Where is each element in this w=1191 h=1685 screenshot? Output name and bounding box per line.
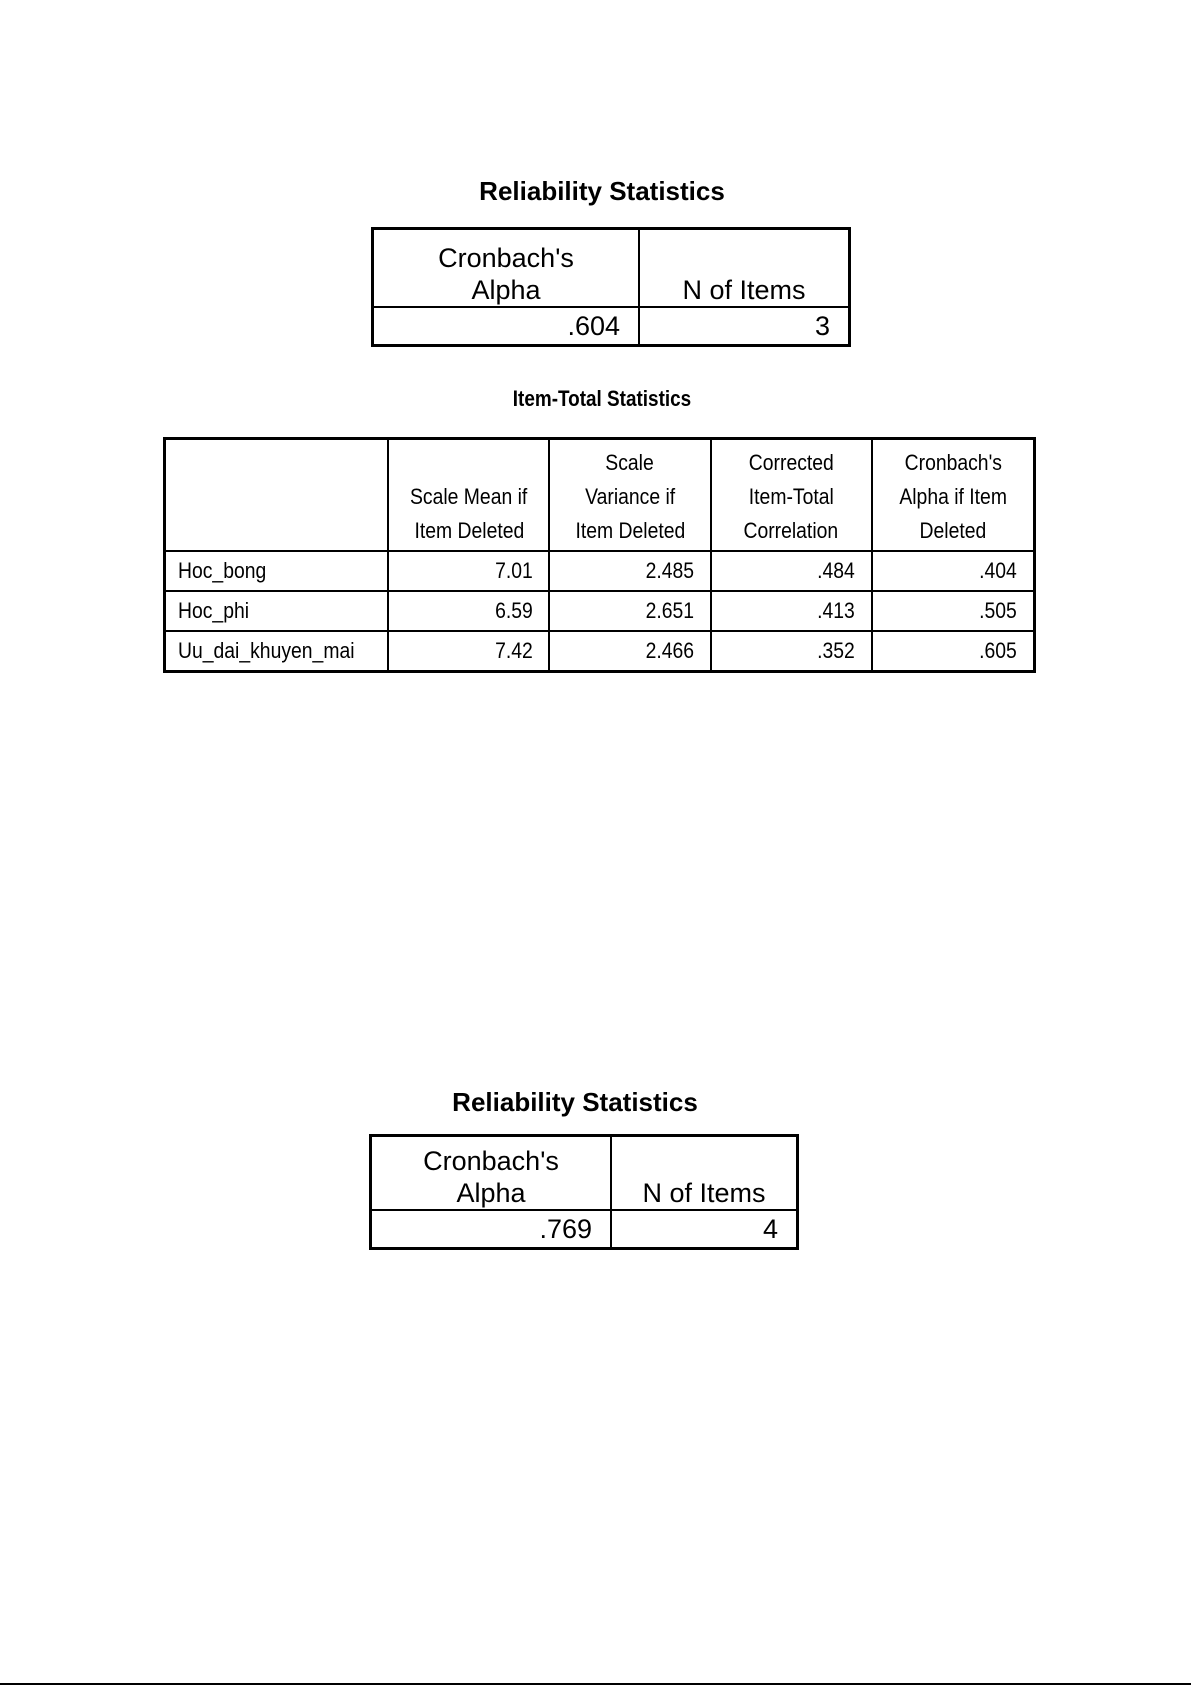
alpha-if-deleted-value: .404 — [872, 551, 1035, 591]
n-of-items-value: 3 — [639, 307, 850, 346]
reliability-title-1: Reliability Statistics — [479, 176, 725, 206]
item-total-title: Item-Total Statistics — [512, 386, 692, 411]
n-of-items-header: N of Items — [611, 1136, 798, 1211]
correlation-value: .413 — [711, 591, 872, 631]
cronbach-alpha-header — [373, 229, 640, 308]
scale-variance-value: 2.651 — [549, 591, 710, 631]
item-total-table — [163, 437, 1036, 673]
cronbach-alpha-header-line1: Cronbach's — [438, 243, 574, 273]
scale-mean-value: 7.01 — [388, 551, 549, 591]
scale-mean-value: 6.59 — [388, 591, 549, 631]
reliability-title-2: Reliability Statistics — [452, 1087, 698, 1117]
scale-mean-header: Scale Mean if Item Deleted — [388, 439, 549, 552]
scale-variance-value: 2.466 — [549, 631, 710, 672]
alpha-if-deleted-value: .605 — [872, 631, 1035, 672]
cronbach-alpha-header-line2: Alpha — [471, 275, 541, 305]
cronbach-alpha-value: .769 — [371, 1210, 612, 1249]
correlation-value: .484 — [711, 551, 872, 591]
correlation-value: .352 — [711, 631, 872, 672]
scale-variance-header: Scale Variance if Item Deleted — [549, 439, 710, 552]
item-name: Hoc_phi — [165, 591, 389, 631]
item-name: Hoc_bong — [165, 551, 389, 591]
alpha-if-deleted-value: .505 — [872, 591, 1035, 631]
reliability-header-row — [373, 229, 850, 308]
table-row — [165, 551, 1035, 591]
cronbach-alpha-header-line1: Cronbach's — [423, 1146, 559, 1176]
scale-mean-value: 7.42 — [388, 631, 549, 672]
n-of-items-header: N of Items — [639, 229, 850, 308]
item-total-header-row — [165, 439, 1035, 552]
table-row — [165, 631, 1035, 672]
reliability-table-1 — [371, 227, 851, 347]
n-of-items-value: 4 — [611, 1210, 798, 1249]
cronbach-alpha-header — [371, 1136, 612, 1211]
alpha-if-deleted-header: Cronbach's Alpha if Item Deleted — [872, 439, 1035, 552]
table-row — [165, 591, 1035, 631]
row-label-header — [165, 439, 389, 552]
reliability-value-row — [373, 307, 850, 346]
scale-variance-value: 2.485 — [549, 551, 710, 591]
cronbach-alpha-header-line2: Alpha — [456, 1178, 526, 1208]
reliability-table-2 — [369, 1134, 799, 1250]
corrected-correlation-header: Corrected Item-Total Correlation — [711, 439, 872, 552]
cronbach-alpha-value: .604 — [373, 307, 640, 346]
item-name: Uu_dai_khuyen_mai — [165, 631, 389, 672]
reliability-value-row — [371, 1210, 798, 1249]
reliability-header-row — [371, 1136, 798, 1211]
